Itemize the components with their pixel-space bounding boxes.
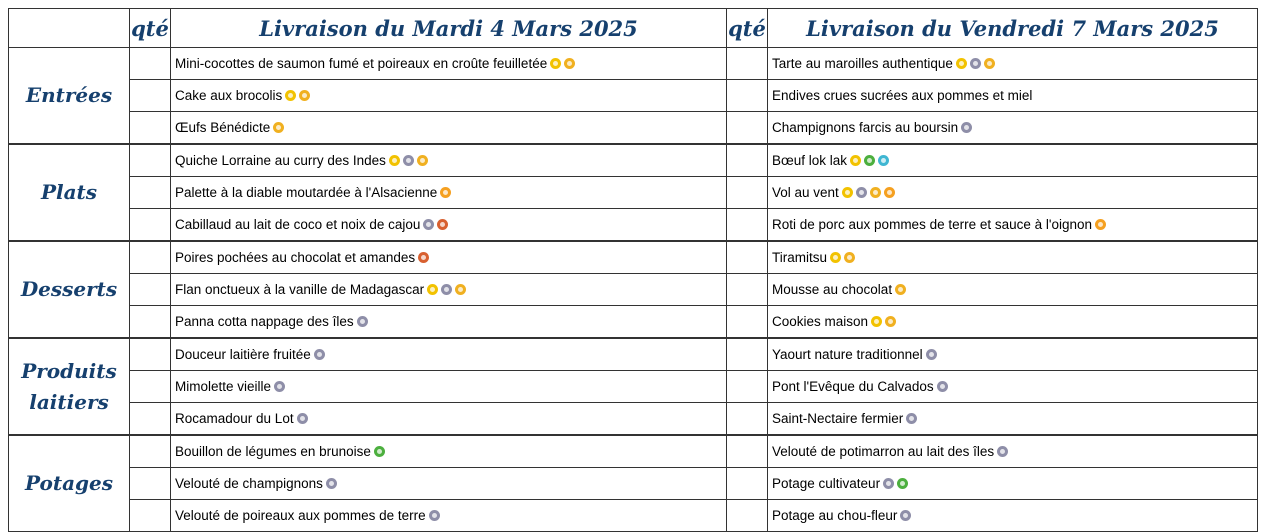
label-icon bbox=[427, 284, 438, 295]
dish-name: Poires pochées au chocolat et amandes bbox=[175, 250, 416, 265]
dish-cell-day2 bbox=[768, 144, 1258, 177]
table-row bbox=[9, 80, 1258, 112]
qty-cell-day1[interactable] bbox=[130, 403, 171, 436]
dairy-icon bbox=[429, 510, 440, 521]
dairy-icon bbox=[883, 478, 894, 489]
dish-name: Mini-cocottes de saumon fumé et poireaux en croûte feuilletée bbox=[175, 56, 548, 71]
dairy-icon bbox=[997, 446, 1008, 457]
dish-cell-day2 bbox=[768, 112, 1258, 145]
dairy-icon bbox=[403, 155, 414, 166]
dish-cell-day1 bbox=[171, 80, 727, 112]
chef-icon bbox=[440, 187, 451, 198]
fish-icon bbox=[878, 155, 889, 166]
dish-name: Pont l'Evêque du Calvados bbox=[772, 379, 934, 394]
veg-icon bbox=[897, 478, 908, 489]
dish-name: Bœuf lok lak bbox=[772, 153, 848, 168]
chef-icon bbox=[884, 187, 895, 198]
qty-header-day1: qté bbox=[130, 9, 171, 48]
local-icon bbox=[895, 284, 906, 295]
table-row bbox=[9, 338, 1258, 371]
qty-header-day2: qté bbox=[727, 9, 768, 48]
category-label: Plats bbox=[9, 144, 130, 241]
qty-cell-day1[interactable] bbox=[130, 144, 171, 177]
qty-cell-day1[interactable] bbox=[130, 48, 171, 80]
qty-cell-day2[interactable] bbox=[727, 177, 768, 209]
category-label: Potages bbox=[9, 435, 130, 532]
dish-name: Vol au vent bbox=[772, 185, 839, 200]
qty-cell-day1[interactable] bbox=[130, 274, 171, 306]
qty-cell-day2[interactable] bbox=[727, 371, 768, 403]
dish-cell-day2 bbox=[768, 177, 1258, 209]
dish-name: Potage au chou-fleur bbox=[772, 508, 898, 523]
dish-name: Œufs Bénédicte bbox=[175, 120, 271, 135]
dish-name: Endives crues sucrées aux pommes et miel bbox=[772, 88, 1033, 103]
label-icon bbox=[830, 252, 841, 263]
table-row bbox=[9, 177, 1258, 209]
dish-cell-day2 bbox=[768, 468, 1258, 500]
dish-name: Cookies maison bbox=[772, 314, 869, 329]
dish-cell-day2 bbox=[768, 338, 1258, 371]
dish-cell-day1 bbox=[171, 338, 727, 371]
menu-table bbox=[8, 8, 1258, 532]
dish-name: Bouillon de légumes en brunoise bbox=[175, 444, 371, 459]
local-icon bbox=[273, 122, 284, 133]
dairy-icon bbox=[441, 284, 452, 295]
dish-name: Yaourt nature traditionnel bbox=[772, 347, 923, 362]
table-row bbox=[9, 144, 1258, 177]
dish-cell-day1 bbox=[171, 48, 727, 80]
dairy-icon bbox=[961, 122, 972, 133]
label-icon bbox=[842, 187, 853, 198]
qty-cell-day2[interactable] bbox=[727, 500, 768, 532]
qty-cell-day2[interactable] bbox=[727, 112, 768, 145]
header-row bbox=[9, 9, 1258, 48]
dish-cell-day2 bbox=[768, 274, 1258, 306]
label-icon bbox=[956, 58, 967, 69]
dish-name: Roti de porc aux pommes de terre et sauce à l'oignon bbox=[772, 217, 1093, 232]
dairy-icon bbox=[423, 219, 434, 230]
table-row bbox=[9, 274, 1258, 306]
table-row bbox=[9, 435, 1258, 468]
qty-cell-day2[interactable] bbox=[727, 48, 768, 80]
qty-cell-day2[interactable] bbox=[727, 306, 768, 339]
day1-title: Livraison du Mardi 4 Mars 2025 bbox=[171, 9, 727, 48]
dish-cell-day2 bbox=[768, 371, 1258, 403]
dish-cell-day2 bbox=[768, 209, 1258, 242]
dish-name: Mimolette vieille bbox=[175, 379, 272, 394]
dish-name: Velouté de potimarron au lait des îles bbox=[772, 444, 995, 459]
qty-cell-day2[interactable] bbox=[727, 403, 768, 436]
dish-cell-day1 bbox=[171, 177, 727, 209]
dish-name: Cake aux brocolis bbox=[175, 88, 283, 103]
table-row bbox=[9, 371, 1258, 403]
local-icon bbox=[885, 316, 896, 327]
dish-name: Palette à la diable moutardée à l'Alsacienne bbox=[175, 185, 438, 200]
dish-name: Tarte au maroilles authentique bbox=[772, 56, 953, 71]
dairy-icon bbox=[926, 349, 937, 360]
local-icon bbox=[455, 284, 466, 295]
table-row bbox=[9, 112, 1258, 145]
local-icon bbox=[984, 58, 995, 69]
chef-icon bbox=[1095, 219, 1106, 230]
dairy-icon bbox=[970, 58, 981, 69]
category-label: Produits laitiers bbox=[9, 338, 130, 435]
qty-cell-day1[interactable] bbox=[130, 80, 171, 112]
dish-cell-day1 bbox=[171, 274, 727, 306]
corner-cell bbox=[9, 9, 130, 48]
table-row bbox=[9, 209, 1258, 242]
qty-cell-day2[interactable] bbox=[727, 468, 768, 500]
table-row bbox=[9, 468, 1258, 500]
dish-cell-day2 bbox=[768, 48, 1258, 80]
qty-cell-day1[interactable] bbox=[130, 371, 171, 403]
dish-cell-day2 bbox=[768, 403, 1258, 436]
qty-cell-day1[interactable] bbox=[130, 112, 171, 145]
qty-cell-day1[interactable] bbox=[130, 241, 171, 274]
pork-icon bbox=[437, 219, 448, 230]
dish-cell-day2 bbox=[768, 241, 1258, 274]
label-icon bbox=[389, 155, 400, 166]
dish-cell-day2 bbox=[768, 500, 1258, 532]
qty-cell-day2[interactable] bbox=[727, 338, 768, 371]
dish-name: Flan onctueux à la vanille de Madagascar bbox=[175, 282, 425, 297]
qty-cell-day1[interactable] bbox=[130, 435, 171, 468]
dish-name: Velouté de poireaux aux pommes de terre bbox=[175, 508, 426, 523]
qty-cell-day2[interactable] bbox=[727, 241, 768, 274]
dish-cell-day1 bbox=[171, 209, 727, 242]
dish-name: Cabillaud au lait de coco et noix de cajou bbox=[175, 217, 421, 232]
label-icon bbox=[871, 316, 882, 327]
dish-cell-day2 bbox=[768, 80, 1258, 112]
category-label: Desserts bbox=[9, 241, 130, 338]
dairy-icon bbox=[297, 413, 308, 424]
dish-cell-day2 bbox=[768, 306, 1258, 339]
qty-cell-day1[interactable] bbox=[130, 209, 171, 242]
qty-cell-day1[interactable] bbox=[130, 468, 171, 500]
dish-cell-day1 bbox=[171, 468, 727, 500]
veg-icon bbox=[374, 446, 385, 457]
dish-cell-day1 bbox=[171, 241, 727, 274]
qty-cell-day1[interactable] bbox=[130, 338, 171, 371]
dish-cell-day1 bbox=[171, 144, 727, 177]
dish-name: Champignons farcis au boursin bbox=[772, 120, 959, 135]
table-row bbox=[9, 403, 1258, 436]
dish-name: Douceur laitière fruitée bbox=[175, 347, 311, 362]
table-row bbox=[9, 241, 1258, 274]
dairy-icon bbox=[900, 510, 911, 521]
local-icon bbox=[299, 90, 310, 101]
qty-cell-day1[interactable] bbox=[130, 177, 171, 209]
qty-cell-day2[interactable] bbox=[727, 274, 768, 306]
veg-icon bbox=[864, 155, 875, 166]
dish-name: Tiramitsu bbox=[772, 250, 828, 265]
dish-cell-day1 bbox=[171, 112, 727, 145]
dish-name: Panna cotta nappage des îles bbox=[175, 314, 354, 329]
label-icon bbox=[285, 90, 296, 101]
dairy-icon bbox=[314, 349, 325, 360]
dish-cell-day1 bbox=[171, 435, 727, 468]
pork-icon bbox=[418, 252, 429, 263]
dish-cell-day1 bbox=[171, 306, 727, 339]
dairy-icon bbox=[274, 381, 285, 392]
qty-cell-day1[interactable] bbox=[130, 306, 171, 339]
table-row bbox=[9, 48, 1258, 80]
local-icon bbox=[870, 187, 881, 198]
dairy-icon bbox=[937, 381, 948, 392]
table-row bbox=[9, 500, 1258, 532]
dish-name: Mousse au chocolat bbox=[772, 282, 893, 297]
local-icon bbox=[417, 155, 428, 166]
dish-cell-day1 bbox=[171, 403, 727, 436]
dish-cell-day1 bbox=[171, 500, 727, 532]
dairy-icon bbox=[357, 316, 368, 327]
menu-body bbox=[9, 48, 1258, 532]
qty-cell-day2[interactable] bbox=[727, 435, 768, 468]
label-icon bbox=[550, 58, 561, 69]
dairy-icon bbox=[326, 478, 337, 489]
dish-cell-day1 bbox=[171, 371, 727, 403]
dish-cell-day2 bbox=[768, 435, 1258, 468]
category-label: Entrées bbox=[9, 48, 130, 145]
dish-name: Saint-Nectaire fermier bbox=[772, 411, 904, 426]
dish-name: Potage cultivateur bbox=[772, 476, 881, 491]
local-icon bbox=[564, 58, 575, 69]
qty-cell-day1[interactable] bbox=[130, 500, 171, 532]
dairy-icon bbox=[856, 187, 867, 198]
dairy-icon bbox=[906, 413, 917, 424]
dish-name: Velouté de champignons bbox=[175, 476, 323, 491]
qty-cell-day2[interactable] bbox=[727, 209, 768, 242]
local-icon bbox=[844, 252, 855, 263]
day2-title: Livraison du Vendredi 7 Mars 2025 bbox=[768, 9, 1258, 48]
table-row bbox=[9, 306, 1258, 339]
qty-cell-day2[interactable] bbox=[727, 144, 768, 177]
dish-name: Rocamadour du Lot bbox=[175, 411, 294, 426]
dish-name: Quiche Lorraine au curry des Indes bbox=[175, 153, 386, 168]
label-icon bbox=[850, 155, 861, 166]
qty-cell-day2[interactable] bbox=[727, 80, 768, 112]
